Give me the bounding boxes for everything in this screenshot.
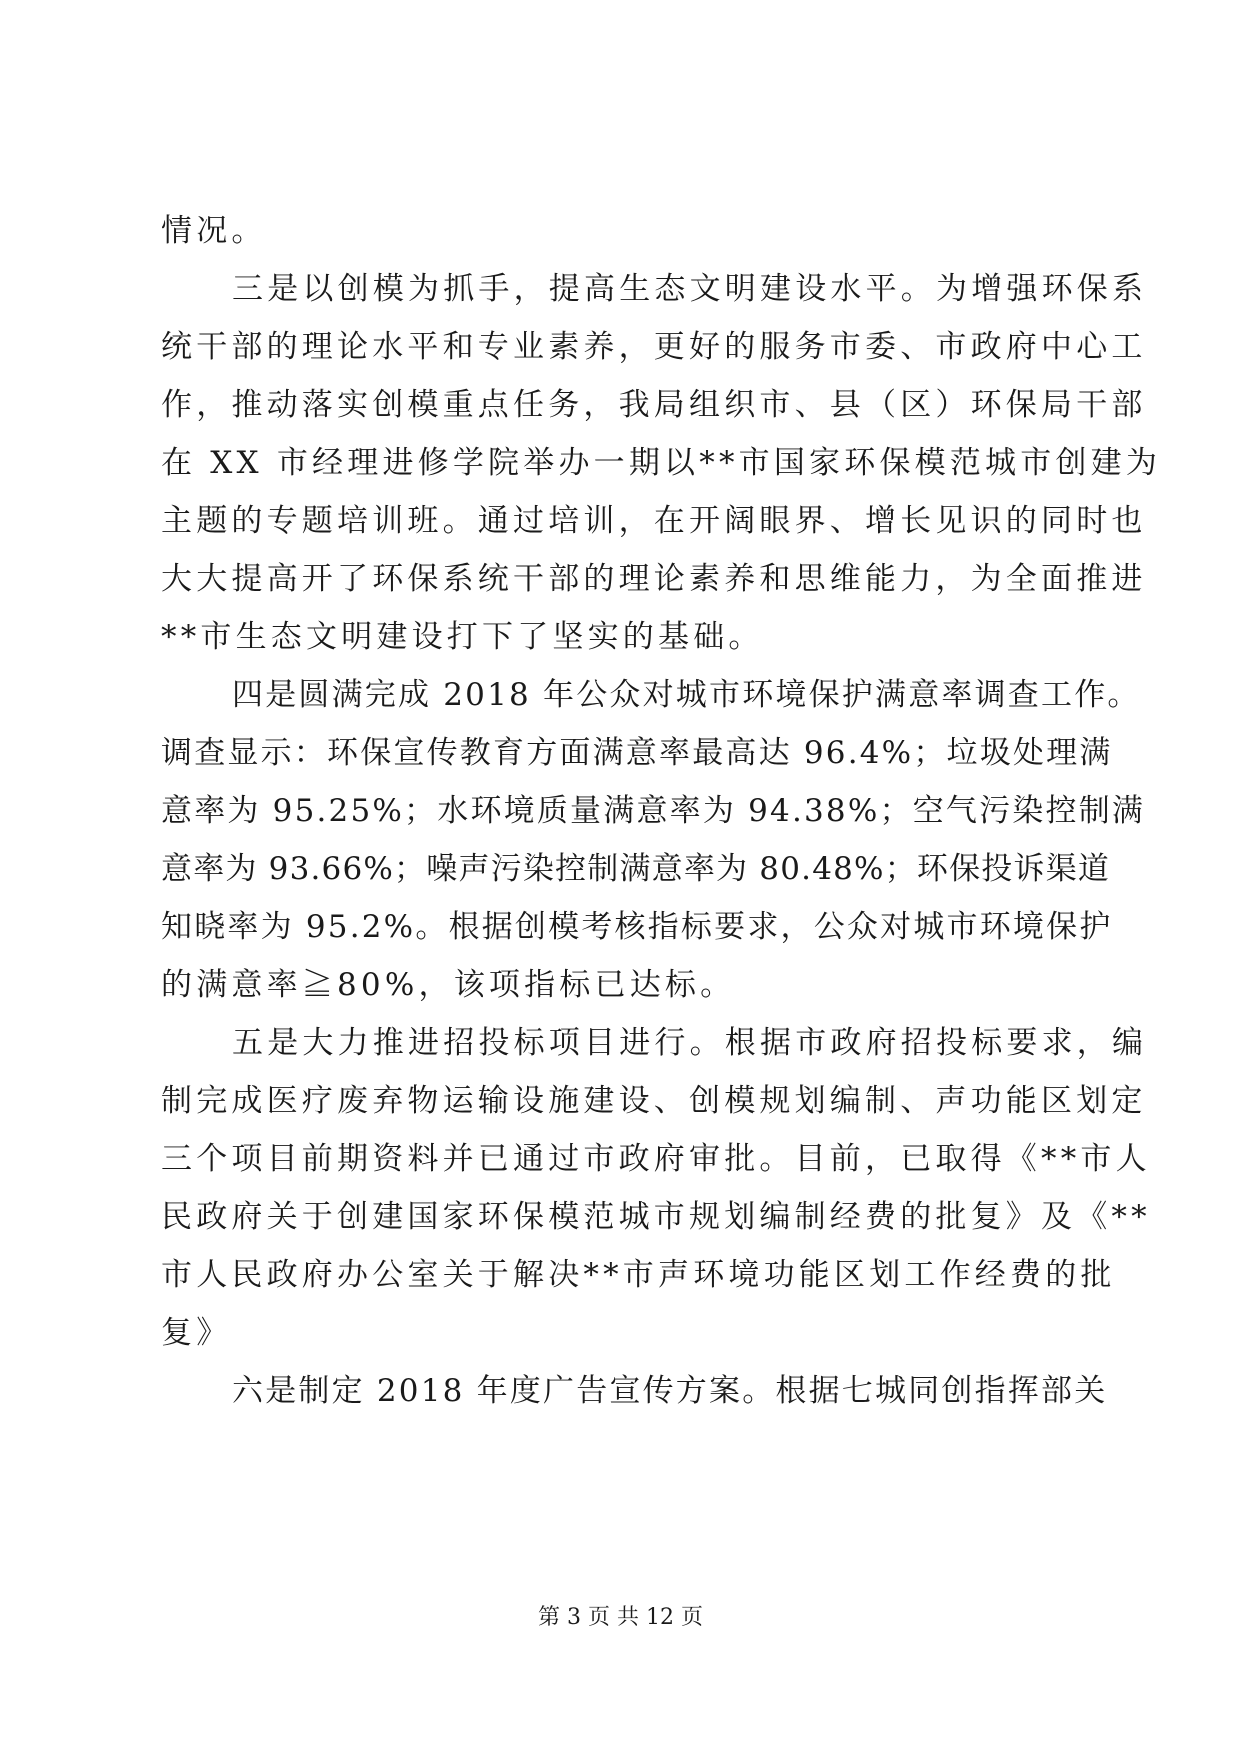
body-line: 制完成医疗废弃物运输设施建设、创模规划编制、声功能区划定: [161, 1083, 1147, 1119]
body-line: 调查显示：环保宣传教育方面满意率最高达 96.4%；垃圾处理满: [161, 735, 1113, 771]
body-line: 意率为 95.25%；水环境质量满意率为 94.38%；空气污染控制满: [161, 793, 1146, 829]
body-line: 主题的专题培训班。通过培训，在开阔眼界、增长见识的同时也: [161, 503, 1147, 539]
body-line: 民政府关于创建国家环保模范城市规划编制经费的批复》及《**: [161, 1199, 1151, 1235]
page-number-footer: 第 3 页 共 12 页: [538, 1605, 703, 1630]
body-line: 知晓率为 95.2%。根据创模考核指标要求，公众对城市环境保护: [161, 909, 1113, 945]
body-line: 三个项目前期资料并已通过市政府审批。目前，已取得《**市人: [161, 1141, 1151, 1177]
paragraph-start-line: 五是大力推进招投标项目进行。根据市政府招投标要求，编: [232, 1025, 1148, 1061]
paragraph-start-line: 三是以创模为抓手，提高生态文明建设水平。为增强环保系: [232, 271, 1148, 307]
body-line: 统干部的理论水平和专业素养，更好的服务市委、市政府中心工: [161, 329, 1147, 365]
body-line: 情况。: [161, 213, 267, 249]
body-line: 作，推动落实创模重点任务，我局组织市、县（区）环保局干部: [161, 387, 1147, 423]
body-line: **市生态文明建设打下了坚实的基础。: [161, 619, 764, 655]
body-line: 市人民政府办公室关于解决**市声环境功能区划工作经费的批: [161, 1257, 1116, 1293]
body-line: 复》: [161, 1315, 232, 1351]
body-line: 意率为 93.66%；噪声污染控制满意率为 80.48%；环保投诉渠道: [161, 851, 1111, 887]
body-line: 的满意率≧80%，该项指标已达标。: [161, 967, 736, 1003]
body-line: 大大提高开了环保系统干部的理论素养和思维能力，为全面推进: [161, 561, 1147, 597]
body-line: 在 XX 市经理进修学院举办一期以**市国家环保模范城市创建为: [161, 445, 1162, 481]
paragraph-start-line: 六是制定 2018 年度广告宣传方案。根据七城同创指挥部关: [232, 1373, 1108, 1409]
paragraph-start-line: 四是圆满完成 2018 年公众对城市环境保护满意率调查工作。: [232, 677, 1141, 713]
